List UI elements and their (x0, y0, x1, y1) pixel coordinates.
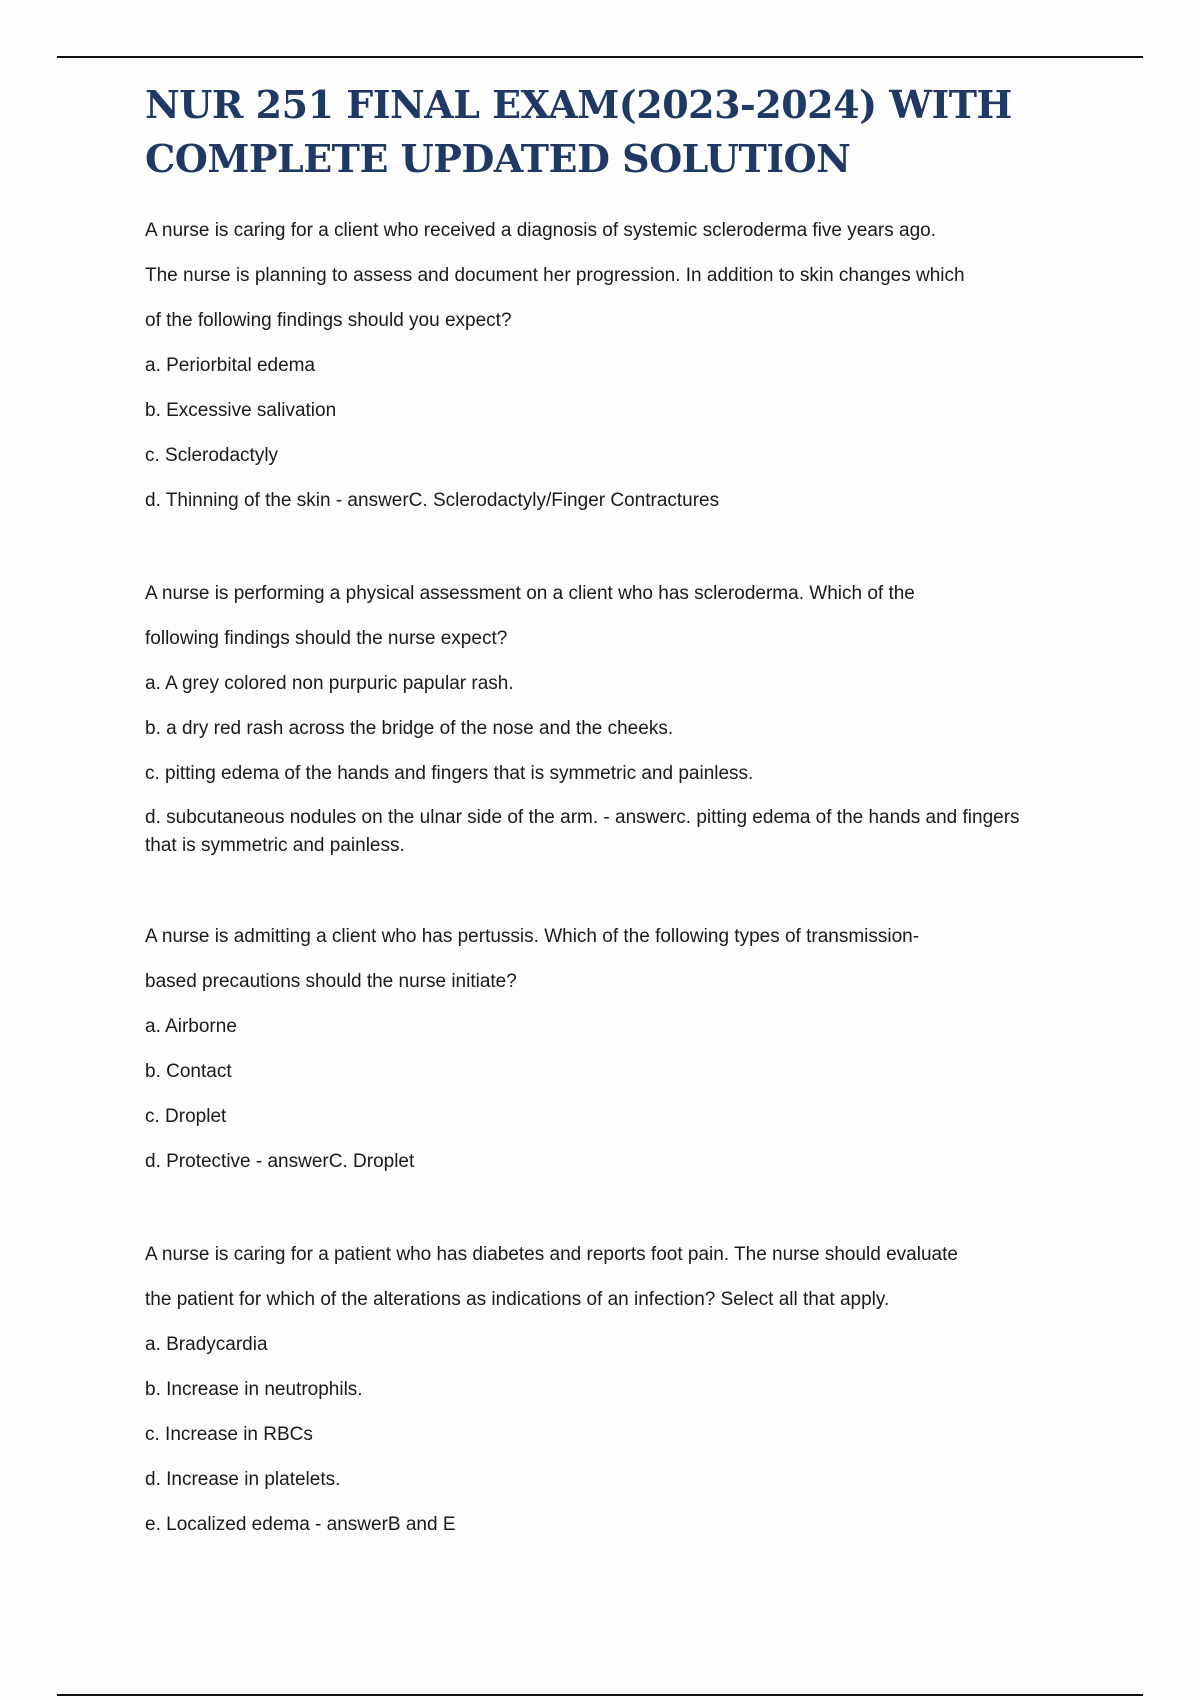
answer-option: c. Increase in RBCs (145, 1424, 313, 1445)
answer-option: d. Increase in platelets. (145, 1469, 341, 1490)
answer-option: a. Bradycardia (145, 1334, 268, 1355)
answer-option: b. a dry red rash across the bridge of the nose and the cheeks. (145, 718, 674, 739)
answer-option: b. Excessive salivation (145, 400, 337, 421)
answer-option-with-solution: d. subcutaneous nodules on the ulnar side of the arm. - answerc. pitting edema of the hands and fingers that is symmetric and painless. (145, 807, 1020, 856)
question-4 (145, 1232, 1045, 1547)
answer-option-with-solution: d. Thinning of the skin - answerC. Sclerodactyly/Finger Contractures (145, 490, 720, 511)
question-1 (145, 208, 1045, 523)
answer-option: c. Sclerodactyly (145, 445, 279, 466)
question-stem-line: The nurse is planning to assess and document her progression. In addition to skin changes which (145, 265, 965, 286)
header-rule (57, 56, 1143, 58)
question-stem-line: A nurse is caring for a patient who has diabetes and reports foot pain. The nurse should evaluate (145, 1244, 958, 1265)
answer-option: a. A grey colored non purpuric papular rash. (145, 673, 514, 694)
footer-rule (57, 1694, 1143, 1696)
question-stem-line: A nurse is caring for a client who received a diagnosis of systemic scleroderma five years ago. (145, 220, 936, 241)
answer-option: b. Contact (145, 1061, 232, 1082)
answer-option: a. Periorbital edema (145, 355, 316, 376)
document-body (145, 78, 1045, 1595)
question-stem-line: A nurse is performing a physical assessment on a client who has scleroderma. Which of the (145, 583, 915, 604)
question-2 (145, 571, 1045, 866)
question-stem-line: A nurse is admitting a client who has pertussis. Which of the following types of transmission- (145, 926, 920, 947)
answer-option: b. Increase in neutrophils. (145, 1379, 363, 1400)
answer-option-with-solution: d. Protective - answerC. Droplet (145, 1151, 415, 1172)
question-3 (145, 914, 1045, 1184)
question-stem-line: following findings should the nurse expect? (145, 628, 508, 649)
question-stem-line: the patient for which of the alterations as indications of an infection? Select all that apply. (145, 1289, 890, 1310)
answer-option: c. pitting edema of the hands and fingers that is symmetric and painless. (145, 763, 754, 784)
document-title: NUR 251 FINAL EXAM(2023-2024) WITH COMPLETE UPDATED SOLUTION (145, 82, 1012, 181)
question-stem-line: of the following findings should you expect? (145, 310, 512, 331)
question-stem-line: based precautions should the nurse initiate? (145, 971, 517, 992)
answer-option-with-solution: e. Localized edema - answerB and E (145, 1514, 456, 1535)
answer-option: a. Airborne (145, 1016, 237, 1037)
answer-option: c. Droplet (145, 1106, 227, 1127)
